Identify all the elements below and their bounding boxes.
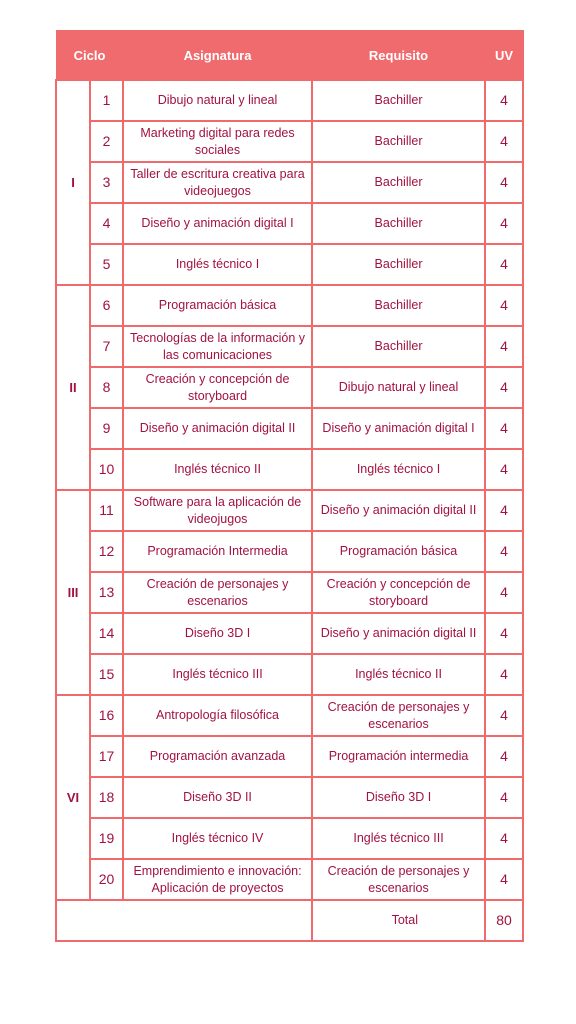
uv-cell: 4 [485, 736, 523, 777]
curriculum-table [55, 30, 524, 942]
asignatura-cell: Inglés técnico IV [123, 818, 312, 859]
course-number: 19 [90, 818, 123, 859]
uv-cell: 4 [485, 121, 523, 162]
uv-cell: 4 [485, 285, 523, 326]
requisito-cell: Diseño y animación digital I [312, 408, 485, 449]
header-row [56, 31, 523, 81]
uv-cell: 4 [485, 818, 523, 859]
uv-cell: 4 [485, 244, 523, 285]
asignatura-cell: Inglés técnico III [123, 654, 312, 695]
course-number: 2 [90, 121, 123, 162]
requisito-cell: Diseño y animación digital II [312, 613, 485, 654]
course-number: 5 [90, 244, 123, 285]
uv-cell: 4 [485, 695, 523, 736]
table-row [56, 572, 523, 613]
requisito-cell: Bachiller [312, 326, 485, 367]
header-asignatura: Asignatura [123, 31, 312, 81]
table-row [56, 408, 523, 449]
requisito-cell: Programación intermedia [312, 736, 485, 777]
asignatura-cell: Programación avanzada [123, 736, 312, 777]
uv-cell: 4 [485, 326, 523, 367]
table-row [56, 244, 523, 285]
table-row [56, 654, 523, 695]
total-value: 80 [485, 900, 523, 941]
course-number: 4 [90, 203, 123, 244]
asignatura-cell: Marketing digital para redes sociales [123, 121, 312, 162]
table-row [56, 121, 523, 162]
requisito-cell: Diseño y animación digital II [312, 490, 485, 531]
table-row [56, 162, 523, 203]
uv-cell: 4 [485, 859, 523, 900]
table-row [56, 613, 523, 654]
course-number: 17 [90, 736, 123, 777]
requisito-cell: Inglés técnico II [312, 654, 485, 695]
course-number: 9 [90, 408, 123, 449]
course-number: 18 [90, 777, 123, 818]
total-blank-cell [56, 900, 312, 941]
table-row [56, 695, 523, 736]
uv-cell: 4 [485, 449, 523, 490]
asignatura-cell: Programación Intermedia [123, 531, 312, 572]
course-number: 15 [90, 654, 123, 695]
course-number: 13 [90, 572, 123, 613]
asignatura-cell: Creación de personajes y escenarios [123, 572, 312, 613]
uv-cell: 4 [485, 203, 523, 244]
uv-cell: 4 [485, 531, 523, 572]
asignatura-cell: Diseño 3D I [123, 613, 312, 654]
requisito-cell: Dibujo natural y lineal [312, 367, 485, 408]
table-row [56, 449, 523, 490]
requisito-cell: Bachiller [312, 80, 485, 121]
header-ciclo: Ciclo [56, 31, 123, 81]
ciclo-cell: III [56, 490, 90, 695]
uv-cell: 4 [485, 654, 523, 695]
requisito-cell: Inglés técnico I [312, 449, 485, 490]
total-row [56, 900, 523, 941]
requisito-cell: Diseño 3D I [312, 777, 485, 818]
header-uv: UV [485, 31, 523, 81]
table-row [56, 203, 523, 244]
asignatura-cell: Programación básica [123, 285, 312, 326]
table-row [56, 859, 523, 900]
course-number: 10 [90, 449, 123, 490]
requisito-cell: Bachiller [312, 203, 485, 244]
asignatura-cell: Diseño 3D II [123, 777, 312, 818]
table-row [56, 326, 523, 367]
requisito-cell: Bachiller [312, 121, 485, 162]
course-number: 7 [90, 326, 123, 367]
uv-cell: 4 [485, 777, 523, 818]
course-number: 11 [90, 490, 123, 531]
asignatura-cell: Inglés técnico I [123, 244, 312, 285]
course-number: 20 [90, 859, 123, 900]
table-row [56, 818, 523, 859]
asignatura-cell: Diseño y animación digital II [123, 408, 312, 449]
asignatura-cell: Emprendimiento e innovación: Aplicación de proyectos [123, 859, 312, 900]
asignatura-cell: Software para la aplicación de videojugos [123, 490, 312, 531]
requisito-cell: Creación de personajes y escenarios [312, 695, 485, 736]
requisito-cell: Creación y concepción de storyboard [312, 572, 485, 613]
table-row [56, 736, 523, 777]
uv-cell: 4 [485, 80, 523, 121]
asignatura-cell: Taller de escritura creativa para videojuegos [123, 162, 312, 203]
requisito-cell: Creación de personajes y escenarios [312, 859, 485, 900]
requisito-cell: Inglés técnico III [312, 818, 485, 859]
header-requisito: Requisito [312, 31, 485, 81]
ciclo-cell: II [56, 285, 90, 490]
requisito-cell: Bachiller [312, 285, 485, 326]
table-body [56, 80, 523, 941]
asignatura-cell: Antropología filosófica [123, 695, 312, 736]
uv-cell: 4 [485, 572, 523, 613]
table-row [56, 80, 523, 121]
requisito-cell: Bachiller [312, 162, 485, 203]
uv-cell: 4 [485, 490, 523, 531]
table-row [56, 285, 523, 326]
uv-cell: 4 [485, 367, 523, 408]
course-number: 12 [90, 531, 123, 572]
table-row [56, 531, 523, 572]
requisito-cell: Programación básica [312, 531, 485, 572]
uv-cell: 4 [485, 408, 523, 449]
table-row [56, 490, 523, 531]
course-number: 1 [90, 80, 123, 121]
uv-cell: 4 [485, 162, 523, 203]
table-header [56, 31, 523, 81]
course-number: 8 [90, 367, 123, 408]
asignatura-cell: Diseño y animación digital I [123, 203, 312, 244]
course-number: 14 [90, 613, 123, 654]
requisito-cell: Bachiller [312, 244, 485, 285]
asignatura-cell: Creación y concepción de storyboard [123, 367, 312, 408]
table-row [56, 777, 523, 818]
total-label: Total [312, 900, 485, 941]
uv-cell: 4 [485, 613, 523, 654]
course-number: 3 [90, 162, 123, 203]
asignatura-cell: Dibujo natural y lineal [123, 80, 312, 121]
asignatura-cell: Inglés técnico II [123, 449, 312, 490]
ciclo-cell: I [56, 80, 90, 285]
ciclo-cell: VI [56, 695, 90, 900]
table-row [56, 367, 523, 408]
course-number: 6 [90, 285, 123, 326]
course-number: 16 [90, 695, 123, 736]
asignatura-cell: Tecnologías de la información y las comunicaciones [123, 326, 312, 367]
